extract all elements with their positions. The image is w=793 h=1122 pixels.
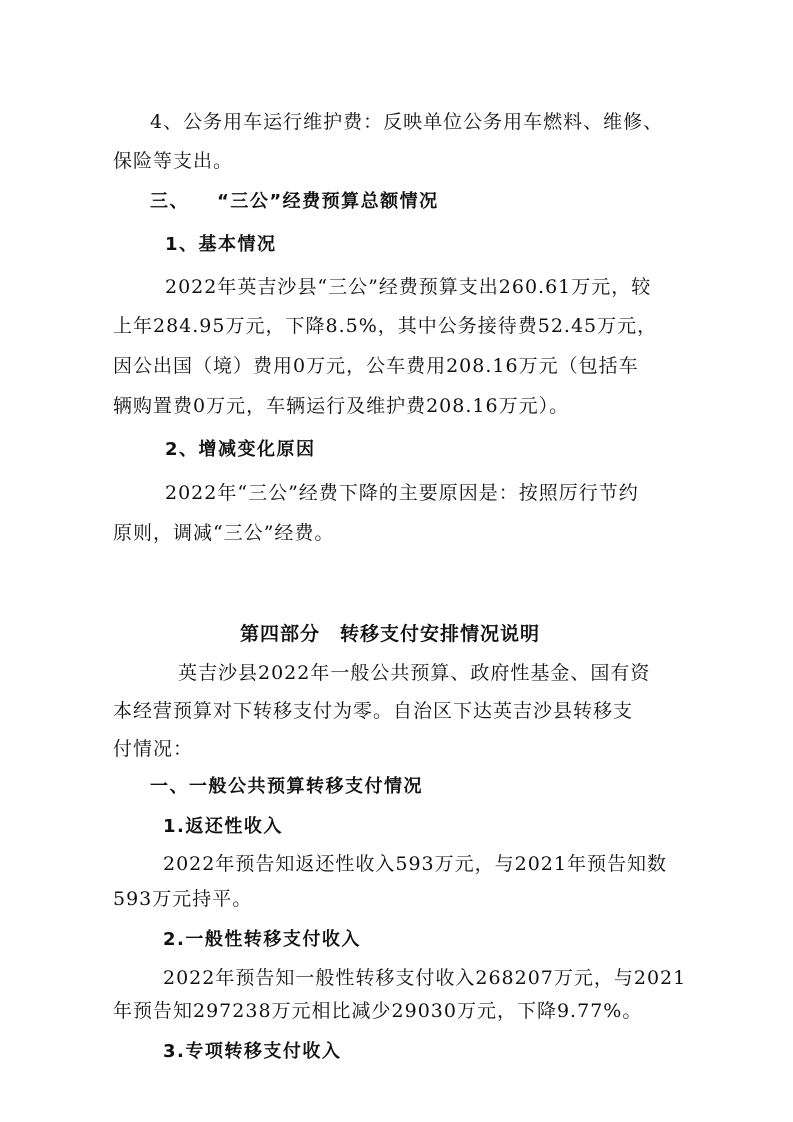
basic-line-3: 因公出国（境）费用0万元，公车费用208.16万元（包括车 xyxy=(113,355,639,377)
part4-heading-1: 一、一般公共预算转移支付情况 xyxy=(150,776,423,797)
section3-heading xyxy=(150,190,439,214)
section3-heading-number: 三、 xyxy=(150,191,189,212)
section3-heading-text: “三公”经费预算总额情况 xyxy=(217,191,439,212)
part4-title-part: 第四部分 xyxy=(240,623,321,645)
item1-line-1: 2022年预告知返还性收入593万元，与2021年预告知数 xyxy=(163,853,667,875)
intro-line-3: 付情况： xyxy=(113,738,194,760)
subheading-change: 2、增减变化原因 xyxy=(165,439,316,460)
change-line-2: 原则，调减“三公”经费。 xyxy=(113,522,335,544)
item1-line-2: 593万元持平。 xyxy=(113,888,253,910)
item2-line-1: 2022年预告知一般性转移支付收入268207万元，与2021 xyxy=(163,967,687,989)
part4-title xyxy=(240,622,540,646)
item2-title: 2.一般性转移支付收入 xyxy=(163,929,361,950)
item3-title: 3.专项转移支付收入 xyxy=(163,1041,342,1062)
change-line-1: 2022年“三公”经费下降的主要原因是：按照厉行节约 xyxy=(165,482,639,504)
item1-title: 1.返还性收入 xyxy=(163,816,283,837)
item4-line-2: 保险等支出。 xyxy=(113,150,234,172)
intro-line-2: 本经营预算对下转移支付为零。自治区下达英吉沙县转移支 xyxy=(113,700,634,722)
item2-line-2: 年预告知297238万元相比减少29030万元，下降9.77%。 xyxy=(113,1000,643,1022)
part4-title-text: 转移支付安排情况说明 xyxy=(340,623,541,645)
subheading-basic: 1、基本情况 xyxy=(165,234,277,255)
basic-line-1: 2022年英吉沙县“三公”经费预算支出260.61万元，较 xyxy=(165,276,652,298)
basic-line-4: 辆购置费0万元，车辆运行及维护费208.16万元）。 xyxy=(113,395,570,417)
basic-line-2: 上年284.95万元，下降8.5%，其中公务接待费52.45万元， xyxy=(113,315,658,337)
intro-line-1: 英吉沙县2022年一般公共预算、政府性基金、国有资 xyxy=(178,662,651,684)
item4-line-1: 4、公务用车运行维护费：反映单位公务用车燃料、维修、 xyxy=(150,111,664,133)
